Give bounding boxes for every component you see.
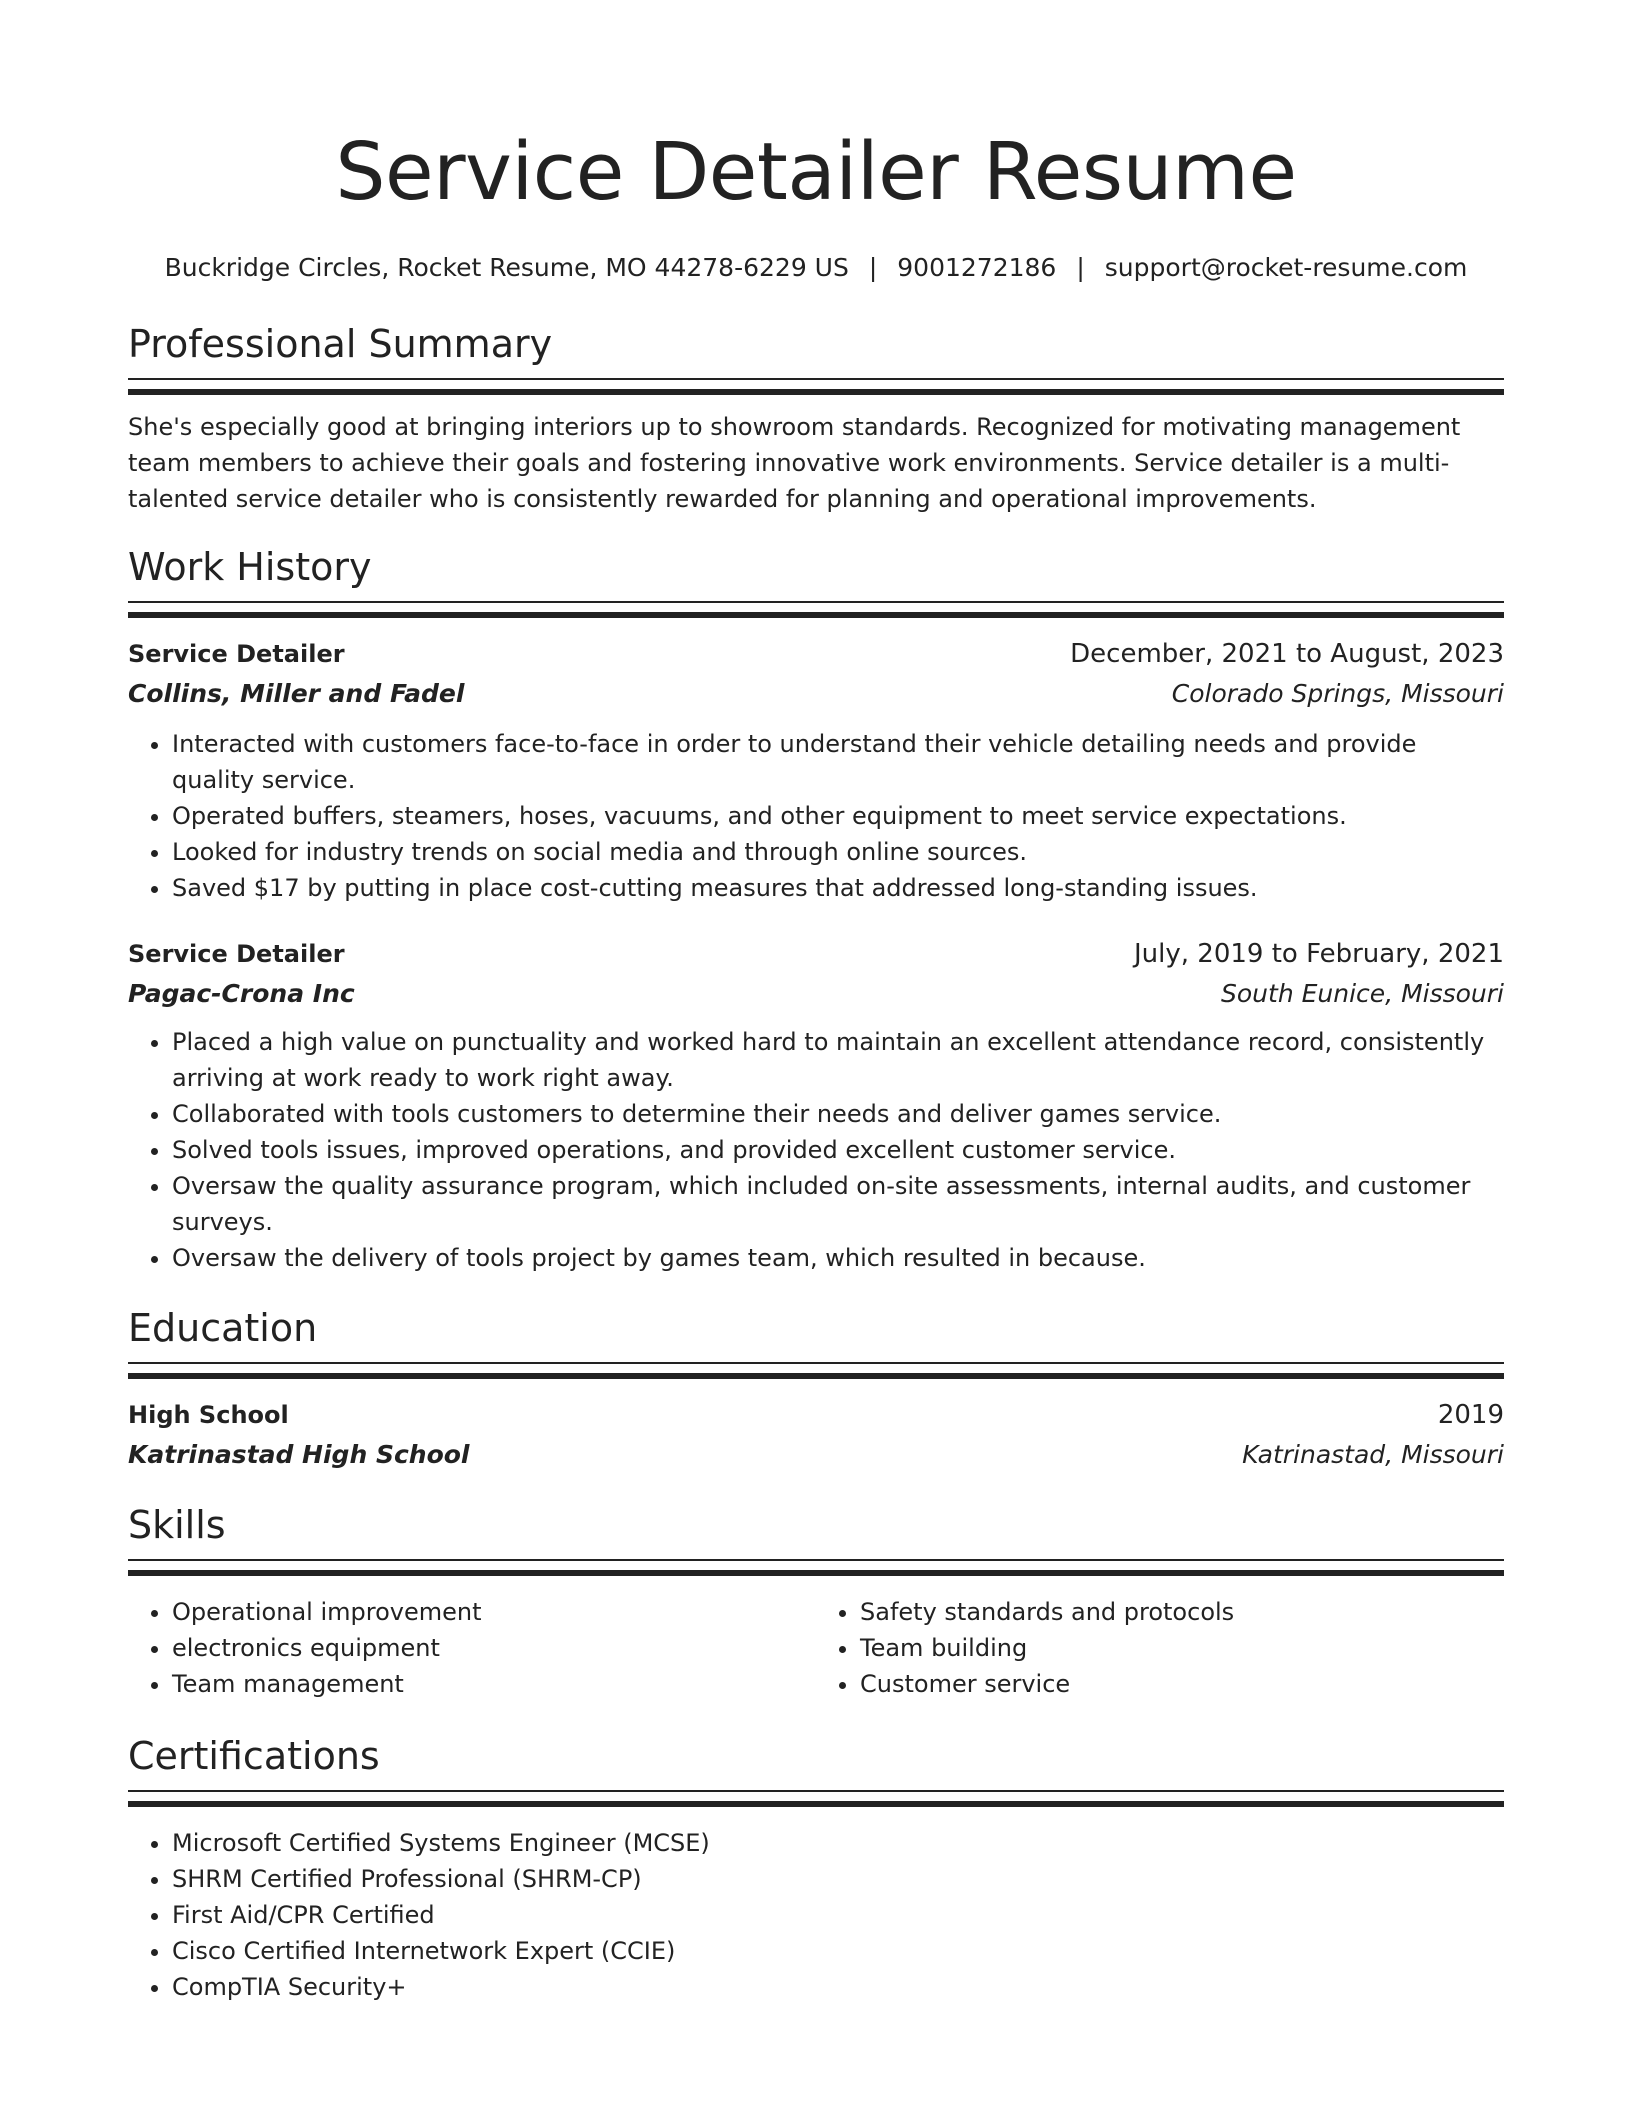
contact-email: support@rocket-resume.com <box>1104 253 1468 282</box>
work-history-section <box>128 543 1504 1276</box>
contact-separator: | <box>868 253 878 282</box>
education-degree-row <box>128 1397 1504 1433</box>
list-item: • Team management <box>172 1666 816 1702</box>
list-item: • Interacted with customers face-to-face in order to understand their vehicle detailing needs and provide quality service. <box>172 726 1504 798</box>
section-divider <box>128 1362 1504 1379</box>
list-item: • Operational improvement <box>172 1594 816 1630</box>
job-bullets <box>128 726 1504 906</box>
list-item: • Saved $17 by putting in place cost-cutting measures that addressed long-standing issues. <box>172 870 1504 906</box>
job-position: Service Detailer <box>128 940 345 968</box>
education-year: 2019 <box>1437 1400 1504 1430</box>
skills-left-column <box>128 1594 816 1702</box>
list-item: • CompTIA Security+ <box>172 1969 1504 2005</box>
list-item: • SHRM Certified Professional (SHRM-CP) <box>172 1861 1504 1897</box>
job-company-row <box>128 976 1504 1012</box>
contact-line <box>128 250 1504 286</box>
job-title-row <box>128 636 1504 672</box>
job-bullets <box>128 1024 1504 1276</box>
skills-columns <box>128 1594 1504 1702</box>
list-item: • Placed a high value on punctuality and worked hard to maintain an excellent attendance record, consistently arriving at work ready to work right away. <box>172 1024 1504 1096</box>
list-item: • Oversaw the quality assurance program, which included on-site assessments, internal audits, and customer surveys. <box>172 1168 1504 1240</box>
job-location: Colorado Springs, Missouri <box>1171 679 1504 708</box>
job-company: Collins, Miller and Fadel <box>128 679 465 708</box>
education-section <box>128 1304 1504 1473</box>
resume-title: Service Detailer Resume <box>335 126 1297 218</box>
list-item: • Customer service <box>860 1666 1504 1702</box>
certifications-list <box>128 1825 1504 2005</box>
job-dates: December, 2021 to August, 2023 <box>1070 639 1504 669</box>
list-item: • electronics equipment <box>172 1630 816 1666</box>
contact-phone: 9001272186 <box>897 253 1057 282</box>
job-entry <box>128 936 1504 1276</box>
section-divider <box>128 601 1504 618</box>
education-location: Katrinastad, Missouri <box>1242 1440 1504 1469</box>
list-item: • Looked for industry trends on social media and through online sources. <box>172 834 1504 870</box>
education-school-row <box>128 1437 1504 1473</box>
education-school: Katrinastad High School <box>128 1440 470 1469</box>
resume-page <box>128 0 1504 2005</box>
section-divider <box>128 1559 1504 1576</box>
summary-text: She's especially good at bringing interiors up to showroom standards. Recognized for motivating management team members to achieve their goals and fostering innovative work environments. Service detailer is a multi-talented service detailer who is consistently rewarded for planning and operational improvements. <box>128 413 1461 513</box>
list-item: • Cisco Certified Internetwork Expert (CCIE) <box>172 1933 1504 1969</box>
list-item: • Collaborated with tools customers to determine their needs and deliver games service. <box>172 1096 1504 1132</box>
section-title-skills: Skills <box>128 1503 226 1547</box>
contact-address: Buckridge Circles, Rocket Resume, MO 44278-6229 US <box>164 253 849 282</box>
job-company: Pagac-Crona Inc <box>128 979 355 1008</box>
list-item: • Solved tools issues, improved operations, and provided excellent customer service. <box>172 1132 1504 1168</box>
section-title-work-history: Work History <box>128 545 372 589</box>
job-company-row <box>128 676 1504 712</box>
job-location: South Eunice, Missouri <box>1221 979 1504 1008</box>
contact-separator: | <box>1076 253 1085 282</box>
job-entry <box>128 636 1504 906</box>
list-item: • Safety standards and protocols <box>860 1594 1504 1630</box>
list-item: • Operated buffers, steamers, hoses, vacuums, and other equipment to meet service expectations. <box>172 798 1504 834</box>
section-title-certifications: Certifications <box>128 1734 380 1778</box>
job-title-row <box>128 936 1504 972</box>
certifications-section <box>128 1732 1504 2005</box>
education-degree: High School <box>128 1401 289 1429</box>
list-item: • Team building <box>860 1630 1504 1666</box>
job-dates: July, 2019 to February, 2021 <box>1134 939 1504 969</box>
section-divider <box>128 378 1504 395</box>
list-item: • Microsoft Certified Systems Engineer (MCSE) <box>172 1825 1504 1861</box>
job-position: Service Detailer <box>128 640 345 668</box>
list-item: • First Aid/CPR Certified <box>172 1897 1504 1933</box>
section-title-education: Education <box>128 1306 318 1350</box>
skills-right-column <box>816 1594 1504 1702</box>
summary-section <box>128 320 1504 517</box>
section-title-summary: Professional Summary <box>128 322 553 366</box>
section-divider <box>128 1790 1504 1807</box>
education-entry <box>128 1397 1504 1473</box>
list-item: • Oversaw the delivery of tools project by games team, which resulted in because. <box>172 1240 1504 1276</box>
skills-section <box>128 1501 1504 1702</box>
